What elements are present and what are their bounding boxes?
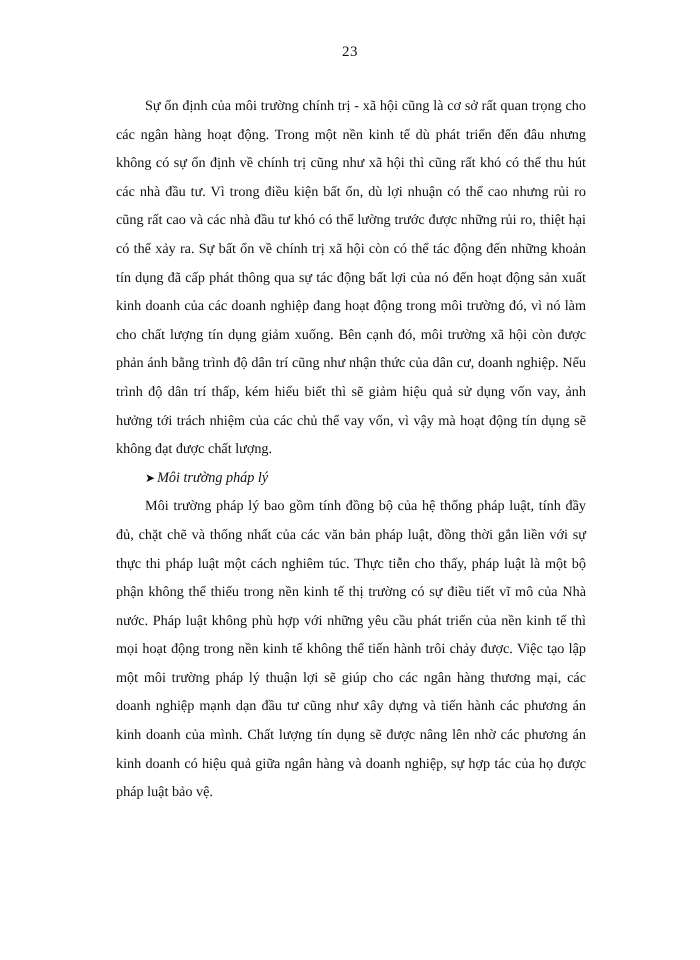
paragraph-political-social-environment: Sự ổn định của môi trường chính trị - xã hội cũng là cơ sở rất quan trọng cho các ngân hàng hoạt động. Trong một nền kinh tế dù phát triển đến đâu nhưng không có sự ổn định về chính trị cũng như xã hội thì cũng rất khó có thể thu hút các nhà đầu tư. Vì trong điều kiện bất ổn, dù lợi nhuận có thể cao nhưng rủi ro cũng rất cao và các nhà đầu tư khó có thể lường trước được những rủi ro, thiệt hại có thể xảy ra. Sự bất ổn về chính trị xã hội còn có thể tác động đến những khoản tín dụng đã cấp phát thông qua sự tác động bất lợi của nó đến hoạt động sản xuất kinh doanh của các doanh nghiệp đang hoạt động trong môi trường đó, vì nó làm cho chất lượng tín dụng giảm xuống. Bên cạnh đó, môi trường xã hội còn được phản ánh bằng trình độ dân trí cũng như nhận thức của dân cư, doanh nghiệp. Nếu trình độ dân trí thấp, kém hiểu biết thì sẽ giảm hiệu quả sử dụng vốn vay, ảnh hưởng tới trách nhiệm của các chủ thể vay vốn, vì vậy mà hoạt động tín dụng sẽ không đạt được chất lượng. [116,98,586,458]
paragraph-legal-environment: Môi trường pháp lý bao gồm tính đồng bộ của hệ thống pháp luật, tính đầy đủ, chặt chẽ và thống nhất của các văn bản pháp luật, đồng thời gắn liền với sự thực thi pháp luật một cách nghiêm túc. Thực tiễn cho thấy, pháp luật là một bộ phận không thể thiếu trong nền kinh tế thị trường có sự điều tiết vĩ mô của Nhà nước. Pháp luật không phù hợp với những yêu cầu phát triển của nền kinh tế thì mọi hoạt động trong nền kinh tế không thể tiến hành trôi chảy được. Việc tạo lập một môi trường pháp lý thuận lợi sẽ giúp cho các ngân hàng thương mại, các doanh nghiệp mạnh dạn đầu tư cũng như xây dựng và tiến hành các phương án kinh doanh của mình. Chất lượng tín dụng sẽ được nâng lên nhờ các phương án kinh doanh có hiệu quả giữa ngân hàng và doanh nghiệp, sự hợp tác của họ được pháp luật bảo vệ. [116,498,586,801]
body-text [116,92,586,807]
section-heading-text: Môi trường pháp lý [157,469,269,486]
arrow-bullet-icon: ➤ [145,470,156,485]
page-number: 23 [342,44,358,60]
section-heading-legal-environment [116,464,586,493]
